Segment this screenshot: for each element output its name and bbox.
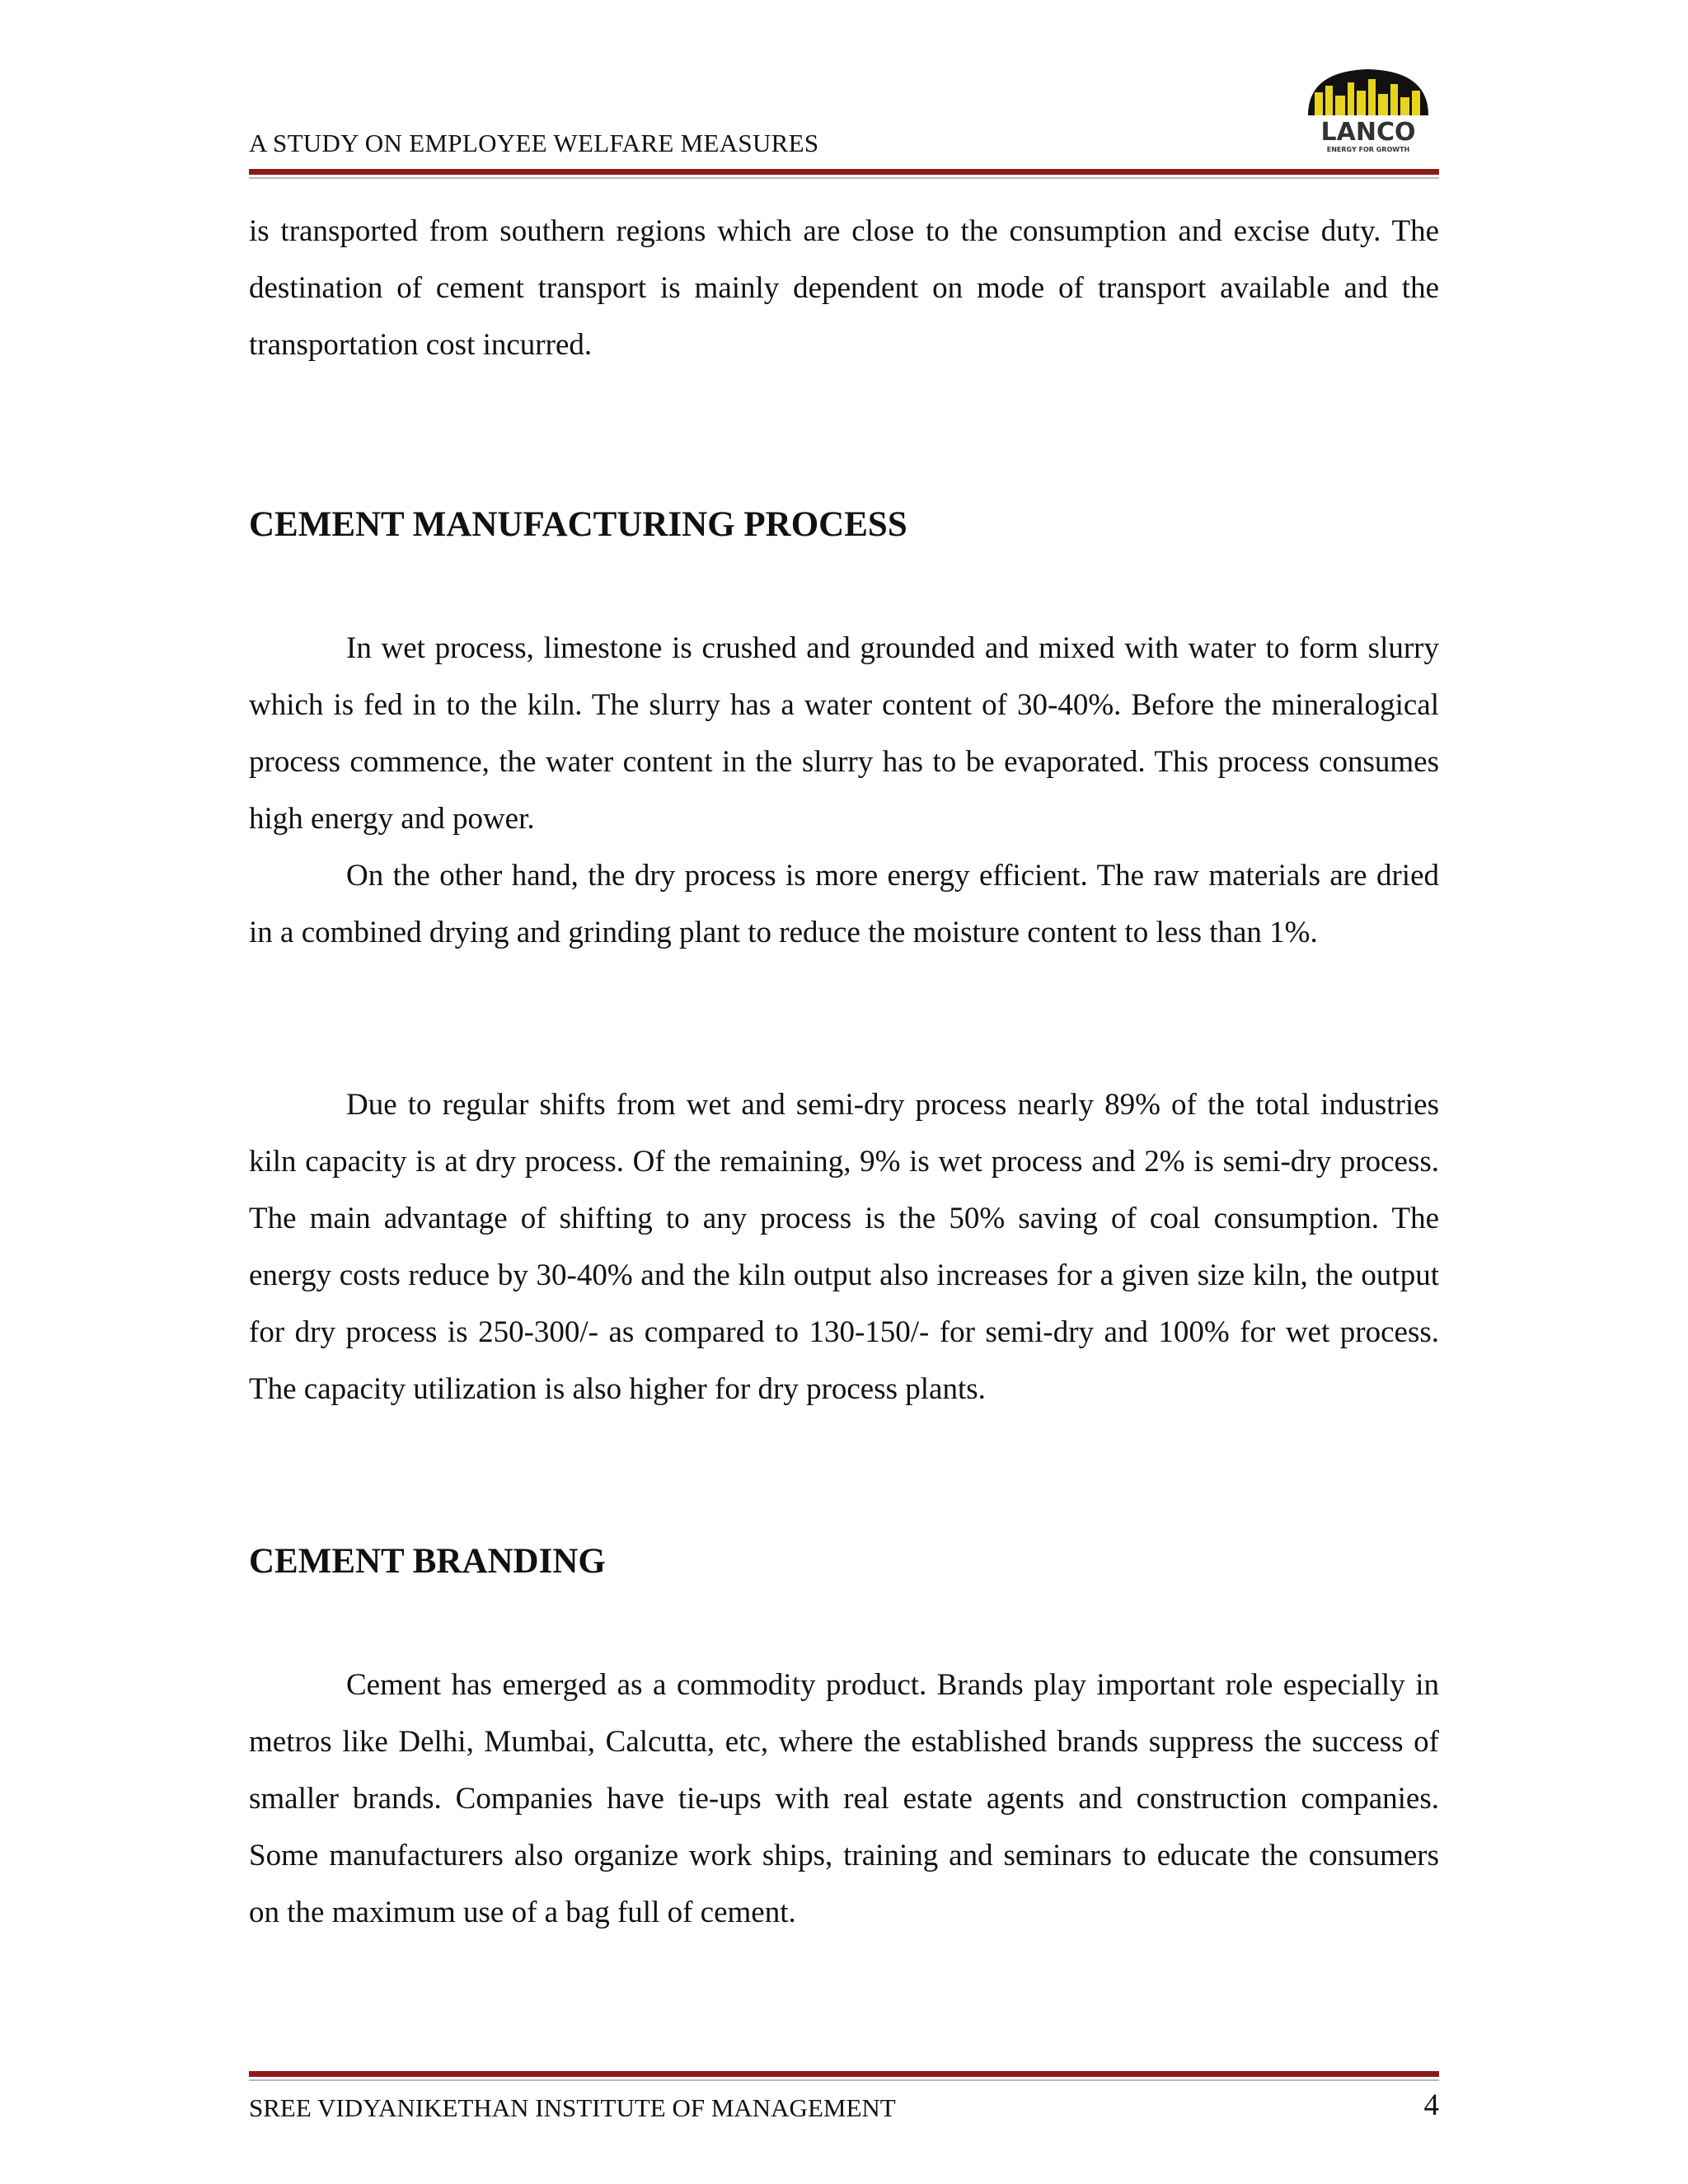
manufacturing-para-3-block <box>249 1076 1439 1418</box>
svg-text:LANCO: LANCO <box>1320 118 1416 147</box>
branding-paragraph-block <box>249 1657 1439 1941</box>
branding-para-1: Cement has emerged as a commodity product. Brands play important role especially in metros like Delhi, Mumbai, Calcutta, etc, where the established brands suppress the success of smaller brands. Companies have tie-ups with real estate agents and construction companies. Some manufacturers also organize work ships, training and seminars to educate the consumers on the maximum use of a bag full of cement. <box>249 1668 1439 1929</box>
manufacturing-para-3: Due to regular shifts from wet and semi-dry process nearly 89% of the total industries kiln capacity is at dry process. Of the remaining, 9% is wet process and 2% is semi-dry process. The main advantage of shifting to any process is the 50% saving of coal consumption. The energy costs reduce by 30-40% and the kiln output also increases for a given size kiln, the output for dry process is 250-300/- as compared to 130-150/- for semi-dry and 100% for wet process. The capacity utilization is also higher for dry process plants. <box>249 1088 1439 1406</box>
header-rule <box>249 169 1439 175</box>
footer-institute: SREE VIDYANIKETHAN INSTITUTE OF MANAGEMENT <box>249 2093 896 2122</box>
heading-branding: CEMENT BRANDING <box>249 1542 606 1581</box>
svg-text:ENERGY FOR GROWTH: ENERGY FOR GROWTH <box>1326 146 1410 153</box>
heading-manufacturing: CEMENT MANUFACTURING PROCESS <box>249 505 907 544</box>
running-header-title: A STUDY ON EMPLOYEE WELFARE MEASURES <box>249 129 819 157</box>
lanco-logo <box>1298 63 1438 155</box>
header-rule-thin <box>249 177 1439 179</box>
footer-rule-thin <box>249 2079 1439 2081</box>
manufacturing-paragraphs <box>249 620 1439 961</box>
intro-paragraph: is transported from southern regions which are close to the consumption and excise duty. The destination of cement transport is mainly dependent on mode of transport available and the transportation cost incurred. <box>249 214 1439 362</box>
footer-rule <box>249 2071 1439 2077</box>
manufacturing-para-1: In wet process, limestone is crushed and grounded and mixed with water to form slurry which is fed in to the kiln. The slurry has a water content of 30-40%. Before the mineralogical process commence, the water content in the slurry has to be evaporated. This process consumes high energy and power. <box>249 631 1439 836</box>
page-number: 4 <box>1423 2088 1439 2122</box>
manufacturing-para-2: On the other hand, the dry process is more energy efficient. The raw materials are dried in a combined drying and grinding plant to reduce the moisture content to less than 1%. <box>249 859 1439 949</box>
